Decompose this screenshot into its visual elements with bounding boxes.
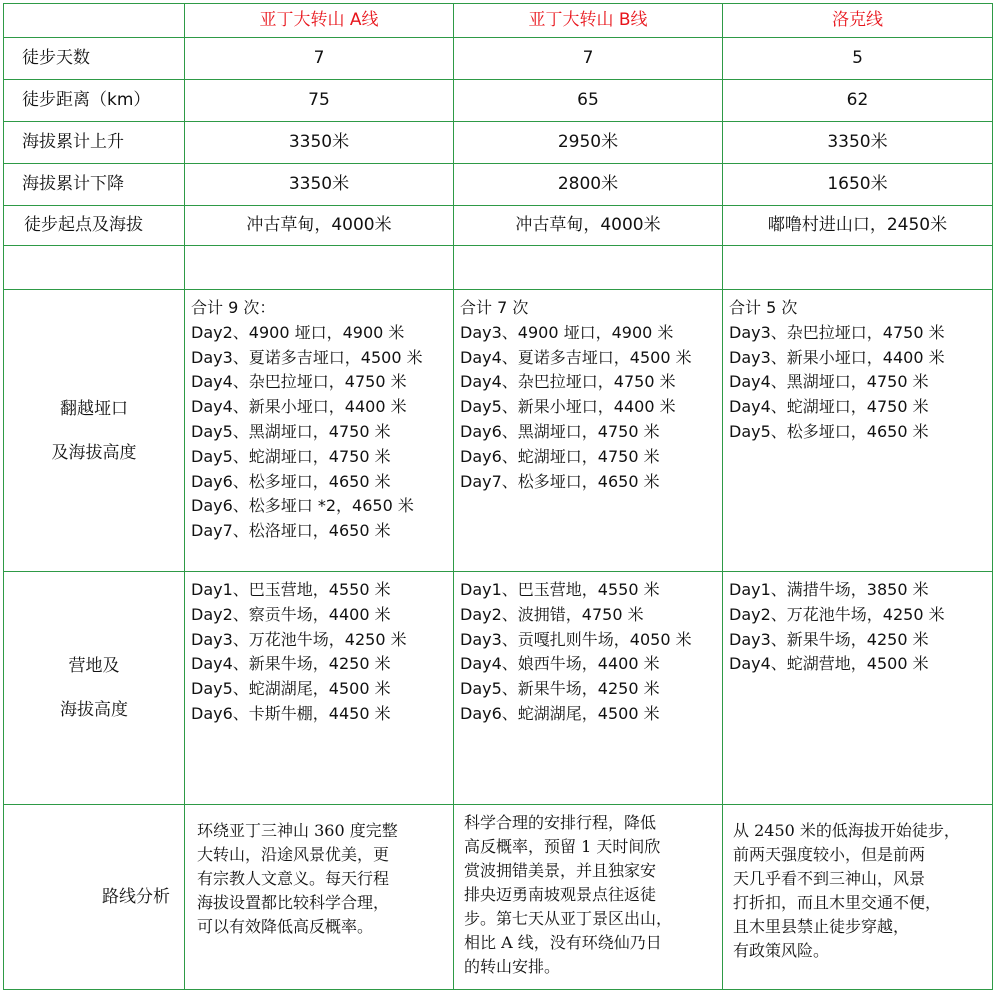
analysis-line: 大转山，沿途风景优美，更	[197, 845, 390, 864]
list-item: Day2、察贡牛场，4400 米	[191, 604, 391, 624]
corner-cell	[4, 4, 185, 38]
cell-days-c: 5	[723, 38, 993, 80]
analysis-text-c	[723, 805, 993, 990]
list-item: Day5、蛇湖垭口，4750 米	[191, 446, 391, 466]
cell-distance-a: 75	[185, 80, 454, 122]
analysis-line: 相比 A 线，没有环绕仙乃日	[464, 933, 662, 952]
cell-ascent-a: 3350米	[185, 122, 454, 164]
header-route-c: 洛克线	[723, 4, 993, 38]
list-item: Day6、蛇湖垭口，4750 米	[460, 446, 660, 466]
list-item: Day1、巴玉营地，4550 米	[191, 580, 391, 599]
list-item: Day4、蛇湖营地，4500 米	[729, 654, 929, 674]
analysis-line: 可以有效降低高反概率。	[197, 917, 374, 936]
cell-start-a: 冲古草甸，4000米	[185, 206, 454, 246]
cell-distance-c: 62	[723, 80, 993, 122]
camps-label-line1: 营地及	[68, 656, 120, 676]
cell-descent-b: 2800米	[454, 164, 723, 206]
list-item: Day2、波拥错，4750 米	[460, 604, 644, 624]
list-item: Day1、巴玉营地，4550 米	[460, 580, 660, 599]
list-item: Day3、新果牛场，4250 米	[729, 629, 929, 649]
cell-descent-a: 3350米	[185, 164, 454, 206]
row-label-passes	[4, 290, 185, 572]
analysis-line: 赏波拥错美景，并且独家安	[464, 861, 657, 880]
cell-distance-b: 65	[454, 80, 723, 122]
row-label-start: 徒步起点及海拔	[4, 206, 185, 246]
row-label-ascent: 海拔累计上升	[4, 122, 185, 164]
analysis-line: 高反概率，预留 1 天时间欣	[464, 837, 661, 856]
cell-days-a: 7	[185, 38, 454, 80]
analysis-line: 打折扣，而且木里交通不便，	[733, 893, 942, 912]
list-item: Day7、松多垭口，4650 米	[460, 471, 660, 491]
analysis-line: 有政策风险。	[733, 941, 830, 960]
analysis-line: 有宗教人文意义。每天行程	[197, 869, 390, 888]
cell-days-b: 7	[454, 38, 723, 80]
analysis-text-a	[185, 805, 454, 990]
cell-descent-c: 1650米	[723, 164, 993, 206]
list-item: Day2、万花池牛场，4250 米	[729, 604, 945, 624]
header-route-a: 亚丁大转山 A线	[185, 4, 454, 38]
cell-start-c: 嘟噜村进山口，2450米	[723, 206, 993, 246]
list-item: Day4、娘西牛场，4400 米	[460, 654, 660, 674]
camps-list-b	[454, 572, 723, 805]
list-item: Day6、松多垭口 *2，4650 米	[191, 496, 414, 516]
list-item: Day5、松多垭口，4650 米	[729, 421, 929, 441]
list-item: Day3、新果小垭口，4400 米	[729, 347, 945, 367]
list-item: Day1、满措牛场，3850 米	[729, 580, 929, 599]
route-comparison-table	[3, 3, 993, 990]
list-item: Day4、杂巴拉垭口，4750 米	[460, 372, 676, 392]
list-item: Day4、黑湖垭口，4750 米	[729, 372, 929, 392]
analysis-line: 的转山安排。	[464, 957, 561, 976]
list-item: Day2、4900 垭口，4900 米	[191, 322, 405, 342]
passes-list-a	[185, 290, 454, 572]
passes-label-line1: 翻越垭口	[60, 398, 128, 419]
passes-label-line2: 及海拔高度	[51, 442, 137, 463]
cell-ascent-b: 2950米	[454, 122, 723, 164]
camps-list-a	[185, 572, 454, 805]
analysis-text-b	[454, 805, 723, 990]
empty-cell	[185, 246, 454, 290]
empty-cell	[723, 246, 993, 290]
list-item: Day5、黑湖垭口，4750 米	[191, 421, 391, 441]
list-item: Day4、蛇湖垭口，4750 米	[729, 397, 929, 417]
analysis-line: 海拔设置都比较科学合理，	[197, 893, 390, 912]
empty-cell	[454, 246, 723, 290]
row-label-days: 徒步天数	[4, 38, 185, 80]
analysis-line: 且木里县禁止徒步穿越，	[733, 917, 910, 936]
list-item: Day5、新果牛场，4250 米	[460, 679, 660, 699]
list-item: 合计 9 次：	[191, 298, 276, 317]
row-label-analysis: 路线分析	[4, 805, 185, 990]
list-item: Day5、新果小垭口，4400 米	[460, 397, 676, 417]
analysis-line: 步。第七天从亚丁景区出山，	[464, 909, 673, 928]
list-item: Day4、杂巴拉垭口，4750 米	[191, 372, 407, 392]
list-item: 合计 5 次	[729, 298, 798, 317]
analysis-line: 环绕亚丁三神山 360 度完整	[197, 821, 398, 840]
list-item: Day6、蛇湖湖尾，4500 米	[460, 703, 660, 723]
list-item: Day6、松多垭口，4650 米	[191, 471, 391, 491]
list-item: Day6、卡斯牛棚，4450 米	[191, 703, 391, 723]
row-label-camps	[4, 572, 185, 805]
analysis-line: 从 2450 米的低海拔开始徒步，	[733, 821, 960, 840]
cell-start-b: 冲古草甸，4000米	[454, 206, 723, 246]
list-item: Day4、夏诺多吉垭口，4500 米	[460, 347, 692, 367]
list-item: Day3、贡嘎扎则牛场，4050 米	[460, 629, 692, 649]
list-item: Day4、新果牛场，4250 米	[191, 654, 391, 674]
row-label-descent: 海拔累计下降	[4, 164, 185, 206]
cell-ascent-c: 3350米	[723, 122, 993, 164]
empty-cell	[4, 246, 185, 290]
list-item: Day4、新果小垭口，4400 米	[191, 397, 407, 417]
camps-list-c	[723, 572, 993, 805]
list-item: Day3、夏诺多吉垭口，4500 米	[191, 347, 423, 367]
camps-label-line2: 海拔高度	[60, 700, 128, 720]
list-item: Day6、黑湖垭口，4750 米	[460, 421, 660, 441]
row-label-distance: 徒步距离（km）	[4, 80, 185, 122]
list-item: Day3、万花池牛场，4250 米	[191, 629, 407, 649]
list-item: Day3、杂巴拉垭口，4750 米	[729, 322, 945, 342]
header-route-b: 亚丁大转山 B线	[454, 4, 723, 38]
list-item: 合计 7 次	[460, 298, 529, 317]
analysis-line: 排央迈勇南坡观景点往返徒	[464, 885, 657, 904]
analysis-line: 天几乎看不到三神山，风景	[733, 869, 926, 888]
analysis-line: 科学合理的安排行程，降低	[464, 813, 657, 832]
passes-list-c	[723, 290, 993, 572]
analysis-line: 前两天强度较小，但是前两	[733, 845, 926, 864]
passes-list-b	[454, 290, 723, 572]
list-item: Day7、松洛垭口，4650 米	[191, 521, 391, 541]
list-item: Day5、蛇湖湖尾，4500 米	[191, 679, 391, 699]
list-item: Day3、4900 垭口，4900 米	[460, 322, 674, 342]
